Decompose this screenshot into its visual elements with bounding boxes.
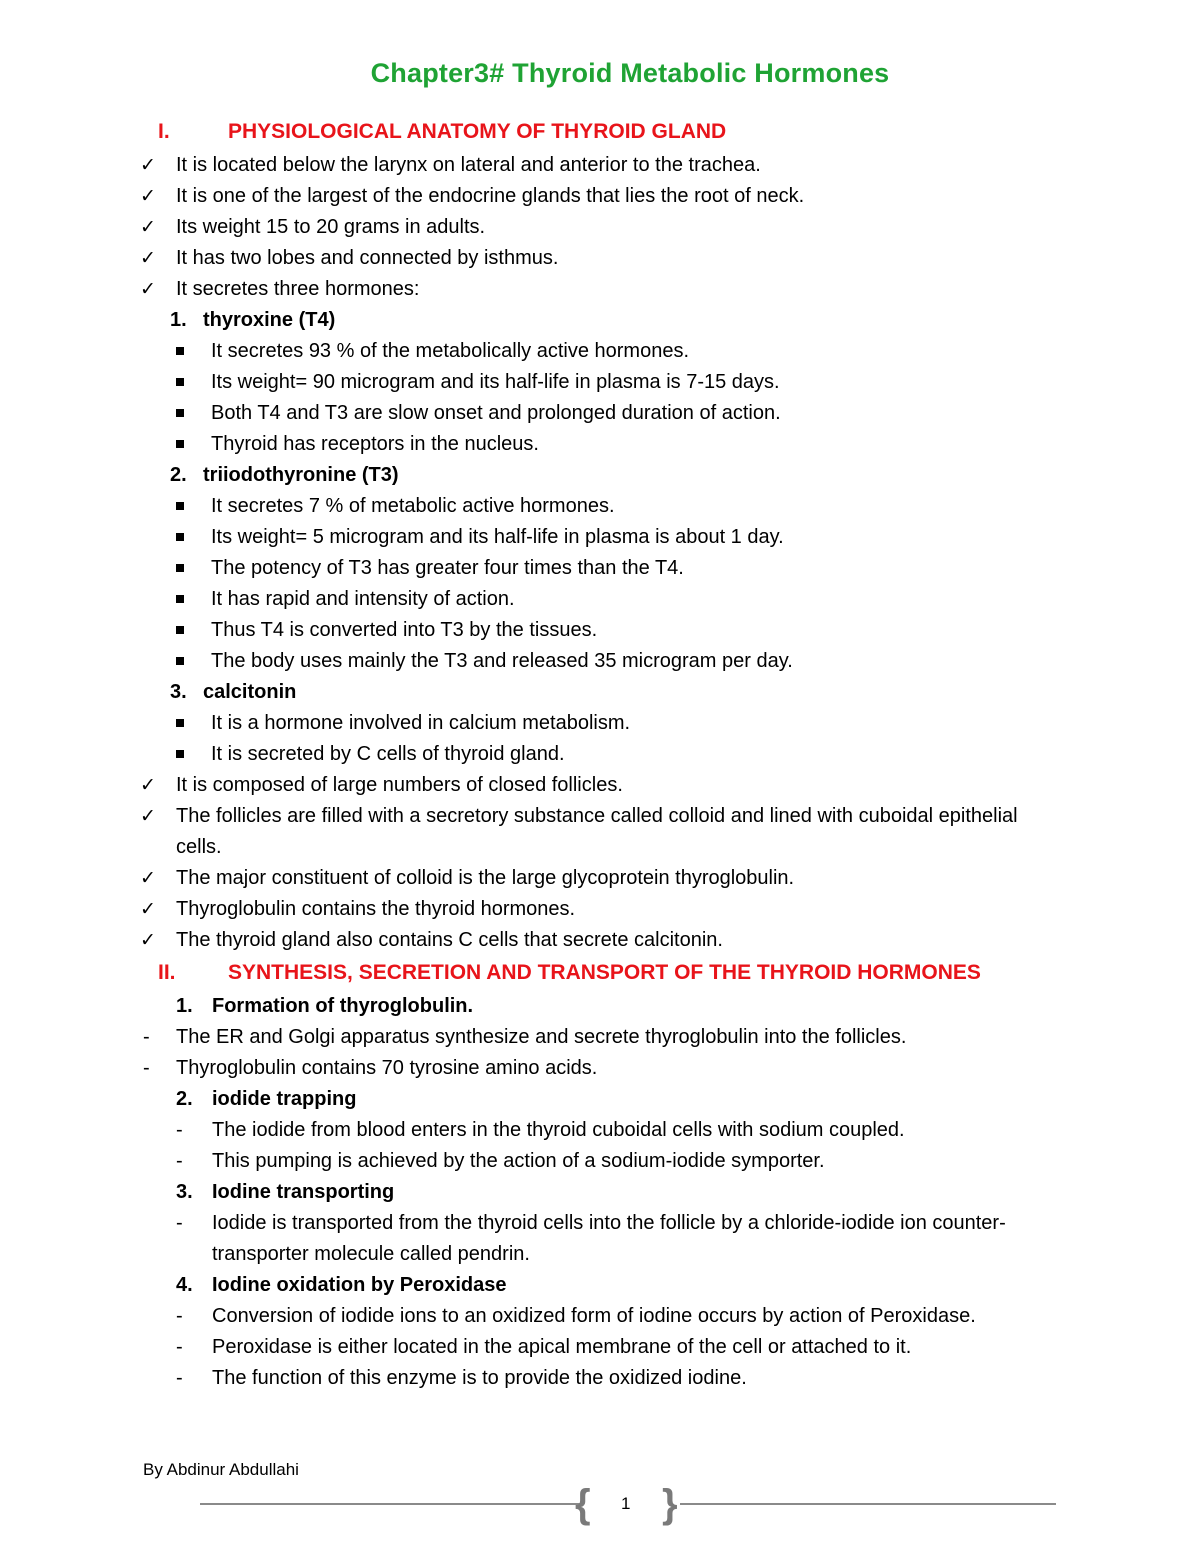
section-title: PHYSIOLOGICAL ANATOMY OF THYROID GLAND	[228, 120, 727, 143]
section-number: II.	[158, 961, 176, 984]
check-item-continuation: cells.	[176, 836, 222, 858]
square-bullet-icon	[176, 378, 184, 386]
checkmark-icon: ✓	[140, 868, 156, 889]
square-bullet-icon	[176, 502, 184, 510]
page-bracket-left: {	[575, 1482, 591, 1526]
dash-item-continuation: transporter molecule called pendrin.	[212, 1243, 530, 1265]
section-number: I.	[158, 120, 170, 143]
square-bullet-icon	[176, 409, 184, 417]
dash-bullet-icon: -	[176, 1119, 183, 1141]
checkmark-icon: ✓	[140, 930, 156, 951]
footer-author: By Abdinur Abdullahi	[143, 1460, 299, 1479]
page-number: 1	[621, 1494, 631, 1513]
square-bullet-icon	[176, 347, 184, 355]
footer-rule-right	[680, 1503, 1056, 1505]
square-bullet-icon	[176, 564, 184, 572]
dash-bullet-icon: -	[176, 1336, 183, 1358]
checkmark-icon: ✓	[140, 155, 156, 176]
checkmark-icon: ✓	[140, 248, 156, 269]
checkmark-icon: ✓	[140, 217, 156, 238]
checkmark-icon: ✓	[140, 775, 156, 796]
dash-bullet-icon: -	[143, 1026, 150, 1048]
page-bracket-right: }	[662, 1482, 678, 1526]
dash-bullet-icon: -	[143, 1057, 150, 1079]
dash-bullet-icon: -	[176, 1212, 183, 1234]
square-bullet-icon	[176, 626, 184, 634]
square-bullet-icon	[176, 595, 184, 603]
dash-bullet-icon: -	[176, 1305, 183, 1327]
document-page: Chapter3# Thyroid Metabolic Hormones I. PHYSIOLOGICAL ANATOMY OF THYROID GLAND ✓ It is located below the larynx on lateral and anterior to the trachea. ✓ It is one of the largest of the endocrine glands that lies the root of neck. ✓ Its weight 15 to 20 grams in adults. ✓ It has two lobes and connected by isthmus. ✓ It secretes three hormones: 1. thyroxine (T4) It secretes 93 % of the metabolically active hormones. Its weight= 90 microgram and its half-life in plasma is 7-15 days. Both T4 and T3 are slow onset and prolonged duration of action. Thyroid has receptors in the nucleus. 2. triiodothyronine (T3) It secretes 7 % of metabolic active hormones. Its weight= 5 microgram and its half-life in plasma is about 1 day. The potency of T3 has greater four times than the T4. It has rapid and intensity of action. Thus T4 is converted into T3 by the tissues. The body uses mainly the T3 and released 35 microgram per day. 3. calcitonin It is a hormone involved in calcium metabolism. It is secreted by C cells of thyroid gland. ✓ It is composed of large numbers of closed follicles. ✓ The follicles are filled with a secretory substance called colloid and lined with cuboidal epithelial cells. ✓ The major constituent of colloid is the large glycoprotein thyroglobulin. ✓ Thyroglobulin contains the thyroid hormones. ✓ The thyroid gland also contains C cells that secrete calcitonin. II. SYNTHESIS, SECRETION AND TRANSPORT OF THE THYROID HORMONES 1. Formation of thyroglobulin. - The ER and Golgi apparatus synthesize and secrete thyroglobulin into the follicles. - Thyroglobulin contains 70 tyrosine amino acids. 2. iodide trapping - The iodide from blood enters in the thyroid cuboidal cells with sodium coupled. - This pumping is achieved by the action of a sodium-iodide symporter. 3. Iodine transporting - Iodide is transported from the thyroid cells into the follicle by a chloride-iodide ion counter- transporter molecule called pendrin. 4. Iodine oxidation by Peroxidase - Conversion of iodide ions to an oxidized form of iodine occurs by action of Peroxidase. - Peroxidase is either located in the apical membrane of the cell or attached to it. - The function of this enzyme is to provide the oxidized iodine. By Abdinur Abdullahi { 1 }	[0, 0, 1200, 1553]
page-title: Chapter3# Thyroid Metabolic Hormones	[370, 58, 890, 88]
square-bullet-icon	[176, 533, 184, 541]
square-bullet-icon	[176, 657, 184, 665]
checkmark-icon: ✓	[140, 806, 156, 827]
dash-bullet-icon: -	[176, 1150, 183, 1172]
dash-bullet-icon: -	[176, 1367, 183, 1389]
footer-rule-left	[200, 1503, 580, 1505]
checkmark-icon: ✓	[140, 899, 156, 920]
section-title: SYNTHESIS, SECRETION AND TRANSPORT OF THE THYROID HORMONES	[228, 961, 981, 984]
square-bullet-icon	[176, 440, 184, 448]
square-bullet-icon	[176, 719, 184, 727]
checkmark-icon: ✓	[140, 186, 156, 207]
square-bullet-icon	[176, 750, 184, 758]
checkmark-icon: ✓	[140, 279, 156, 300]
